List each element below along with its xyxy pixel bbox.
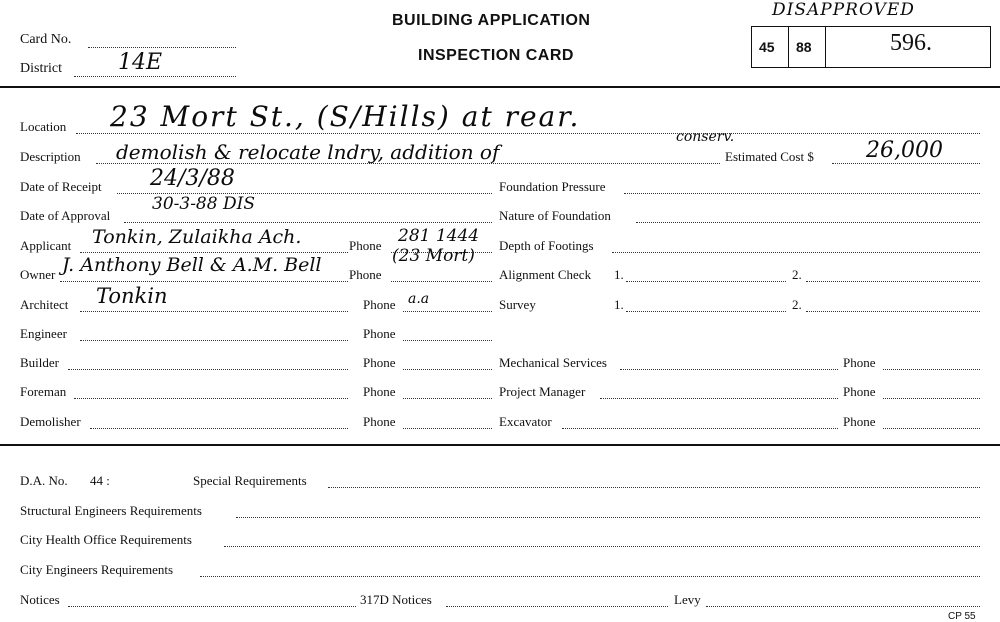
excavator-line bbox=[562, 428, 838, 429]
architect-phone-label: Phone bbox=[363, 297, 396, 312]
builder-label: Builder bbox=[20, 355, 59, 370]
applicant-value: Tonkin, Zulaikha Ach. bbox=[92, 226, 302, 248]
excavator-label: Excavator bbox=[499, 414, 552, 429]
demolisher-line bbox=[90, 428, 348, 429]
alignment-2-line bbox=[806, 281, 980, 282]
builder-line bbox=[68, 369, 348, 370]
survey-2-line bbox=[806, 311, 980, 312]
district-value: 14E bbox=[118, 50, 163, 75]
box-divider-1 bbox=[788, 27, 789, 67]
box-number-value: 596. bbox=[890, 30, 932, 56]
owner-phone-label: Phone bbox=[349, 267, 382, 282]
foreman-phone-line bbox=[403, 398, 492, 399]
architect-phone-line bbox=[403, 311, 492, 312]
alignment-1-line bbox=[626, 281, 786, 282]
box-divider-2 bbox=[825, 27, 826, 67]
date-approval-label: Date of Approval bbox=[20, 208, 111, 223]
estimated-cost-value: 26,000 bbox=[866, 138, 943, 163]
city-eng-req-line bbox=[200, 576, 980, 577]
location-line bbox=[76, 133, 980, 134]
city-eng-req-label: City Engineers Requirements bbox=[20, 562, 174, 577]
builder-phone-label: Phone bbox=[363, 355, 396, 370]
box-a-value: 45 bbox=[759, 39, 775, 55]
mech-line bbox=[620, 369, 838, 370]
notices-317d-label: 317D Notices bbox=[360, 592, 432, 607]
estimated-cost-line bbox=[832, 163, 980, 164]
demolisher-label: Demolisher bbox=[20, 414, 81, 429]
applicant-phone-label: Phone bbox=[349, 238, 382, 253]
footer-code: CP 55 bbox=[948, 611, 976, 622]
architect-label: Architect bbox=[20, 297, 69, 312]
depth-footings-label: Depth of Footings bbox=[499, 238, 594, 253]
location-value: 23 Mort St., (S/Hills) at rear. bbox=[110, 100, 581, 133]
date-approval-line bbox=[124, 222, 492, 223]
engineer-line bbox=[80, 340, 348, 341]
foreman-phone-label: Phone bbox=[363, 384, 396, 399]
owner-phone-value: (23 Mort) bbox=[392, 246, 475, 266]
location-label: Location bbox=[20, 119, 67, 134]
applicant-line bbox=[80, 252, 348, 253]
mech-phone-line bbox=[883, 369, 980, 370]
architect-phone-value: a.a bbox=[408, 291, 430, 307]
owner-value: J. Anthony Bell & A.M. Bell bbox=[62, 254, 322, 276]
engineer-phone-label: Phone bbox=[363, 326, 396, 341]
card-no-line bbox=[88, 47, 236, 48]
foreman-line bbox=[74, 398, 348, 399]
alignment-label: Alignment Check bbox=[499, 267, 592, 282]
engineer-label: Engineer bbox=[20, 326, 67, 341]
box-b-value: 88 bbox=[796, 39, 812, 55]
card-title: BUILDING APPLICATION bbox=[392, 12, 591, 29]
date-receipt-label: Date of Receipt bbox=[20, 179, 102, 194]
applicant-label: Applicant bbox=[20, 238, 72, 253]
architect-line bbox=[80, 311, 348, 312]
applicant-phone-value: 281 1444 bbox=[398, 226, 480, 246]
health-req-line bbox=[224, 546, 980, 547]
notices-317d-line bbox=[446, 606, 668, 607]
header-divider bbox=[0, 86, 1000, 88]
structural-req-label: Structural Engineers Requirements bbox=[20, 503, 202, 518]
foundation-pressure-label: Foundation Pressure bbox=[499, 179, 606, 194]
da-label: D.A. No. bbox=[20, 473, 68, 488]
pm-phone-label: Phone bbox=[843, 384, 876, 399]
levy-line bbox=[706, 606, 980, 607]
nature-foundation-label: Nature of Foundation bbox=[499, 208, 611, 223]
structural-req-line bbox=[236, 517, 980, 518]
date-approval-value: 30-3-88 DIS bbox=[152, 194, 255, 214]
architect-value: Tonkin bbox=[96, 284, 168, 308]
card-no-label: Card No. bbox=[20, 32, 72, 47]
depth-footings-line bbox=[612, 252, 980, 253]
notices-line bbox=[68, 606, 356, 607]
foundation-pressure-line bbox=[624, 193, 980, 194]
levy-label: Levy bbox=[674, 592, 701, 607]
description-label: Description bbox=[20, 149, 81, 164]
excavator-phone-line bbox=[883, 428, 980, 429]
date-receipt-value: 24/3/88 bbox=[150, 166, 235, 191]
card-subtitle: INSPECTION CARD bbox=[418, 47, 574, 64]
demolisher-phone-label: Phone bbox=[363, 414, 396, 429]
pm-phone-line bbox=[883, 398, 980, 399]
survey-2-label: 2. bbox=[792, 297, 802, 312]
middle-divider bbox=[0, 444, 1000, 446]
mech-phone-label: Phone bbox=[843, 355, 876, 370]
nature-foundation-line bbox=[636, 222, 980, 223]
owner-phone-line bbox=[391, 281, 492, 282]
disapproved-stamp: DISAPPROVED bbox=[772, 0, 915, 20]
survey-1-label: 1. bbox=[614, 297, 624, 312]
district-line bbox=[74, 76, 236, 77]
owner-line bbox=[60, 281, 348, 282]
survey-label: Survey bbox=[499, 297, 536, 312]
district-label: District bbox=[20, 61, 62, 76]
foreman-label: Foreman bbox=[20, 384, 67, 399]
excavator-phone-label: Phone bbox=[843, 414, 876, 429]
demolisher-phone-line bbox=[403, 428, 492, 429]
alignment-2-label: 2. bbox=[792, 267, 802, 282]
mech-label: Mechanical Services bbox=[499, 355, 607, 370]
da-value: 44 : bbox=[90, 473, 110, 488]
health-req-label: City Health Office Requirements bbox=[20, 532, 192, 547]
owner-label: Owner bbox=[20, 267, 56, 282]
estimated-cost-label: Estimated Cost $ bbox=[725, 149, 814, 164]
notices-label: Notices bbox=[20, 592, 60, 607]
alignment-1-label: 1. bbox=[614, 267, 624, 282]
engineer-phone-line bbox=[403, 340, 492, 341]
special-req-label: Special Requirements bbox=[193, 473, 307, 488]
pm-label: Project Manager bbox=[499, 384, 586, 399]
card-number-box bbox=[751, 26, 991, 68]
special-req-line bbox=[328, 487, 980, 488]
pm-line bbox=[600, 398, 838, 399]
description-extra: conserv. bbox=[676, 129, 735, 145]
builder-phone-line bbox=[403, 369, 492, 370]
survey-1-line bbox=[626, 311, 786, 312]
description-value: demolish & relocate lndry, addition of bbox=[116, 140, 500, 164]
